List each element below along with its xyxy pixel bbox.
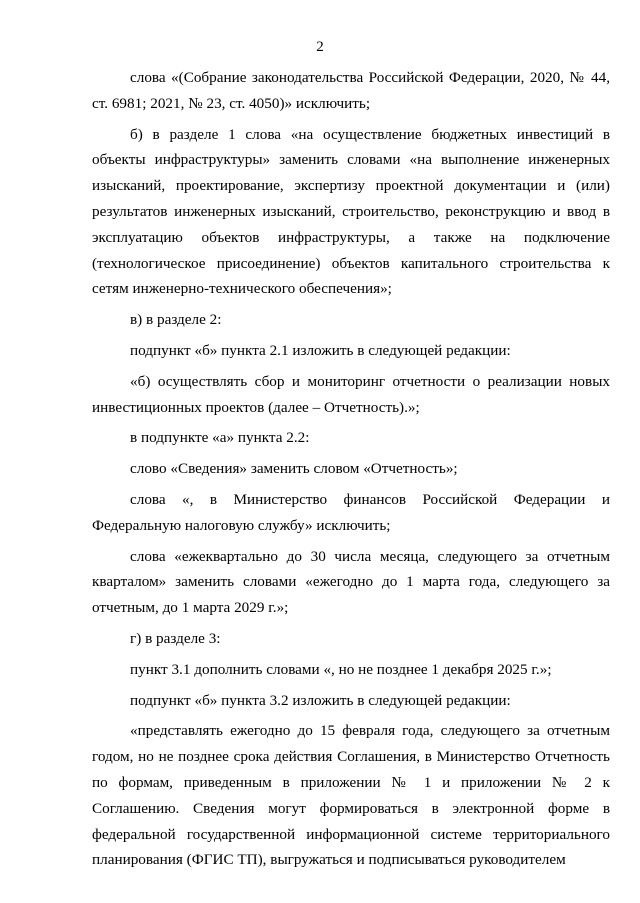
paragraph: б) в разделе 1 слова «на осуществление бюджетных инвестиций в объекты инфраструктуры» заменить словами «на выполнение инженерных изысканий, проектирование, экспертизу проектной документации и (или) результатов инженерных изысканий, строительство, реконструкцию и ввод в эксплуатацию объектов инфраструктуры, а также на подключение (технологическое присоединение) объектов капитального строительства к сетям инженерно-технического обеспечения»; <box>92 125 610 298</box>
paragraph: слово «Сведения» заменить словом «Отчетность»; <box>130 460 458 478</box>
paragraph: подпункт «б» пункта 2.1 изложить в следующей редакции: <box>130 341 511 359</box>
paragraph: «представлять ежегодно до 15 февраля года, следующего за отчетным годом, но не позднее срока действия Соглашения, в Министерство Отчетность по формам, приведенным в приложении № 1 и приложении № 2 к Соглашению. Сведения могут формироваться в электронной форме в федеральной государственной информационной системе территориального планирования (ФГИС ТП), выгружаться и подписываться руководителем <box>92 722 610 869</box>
paragraph: пункт 3.1 дополнить словами «, но не позднее 1 декабря 2025 г.»; <box>130 660 552 678</box>
paragraph: в) в разделе 2: <box>130 311 222 329</box>
paragraph: г) в разделе 3: <box>130 629 221 647</box>
paragraph: слова «(Собрание законодательства Российской Федерации, 2020, № 44, ст. 6981; 2021, № 23, ст. 4050)» исключить; <box>92 69 610 112</box>
paragraph: «б) осуществлять сбор и мониторинг отчетности о реализации новых инвестиционных проектов (далее – Отчетность).»; <box>92 372 610 416</box>
paragraph: слова «ежеквартально до 30 числа месяца, следующего за отчетным кварталом» заменить словами «ежегодно до 1 марта года, следующего за отчетным, до 1 марта 2029 г.»; <box>92 547 610 617</box>
paragraph: в подпункте «а» пункта 2.2: <box>130 429 310 447</box>
paragraph: слова «, в Министерство финансов Российской Федерации и Федеральную налоговую службу» исключить; <box>92 490 610 534</box>
page-number: 2 <box>316 39 324 55</box>
document-body <box>92 65 610 878</box>
paragraph: подпункт «б» пункта 3.2 изложить в следующей редакции: <box>130 691 511 709</box>
